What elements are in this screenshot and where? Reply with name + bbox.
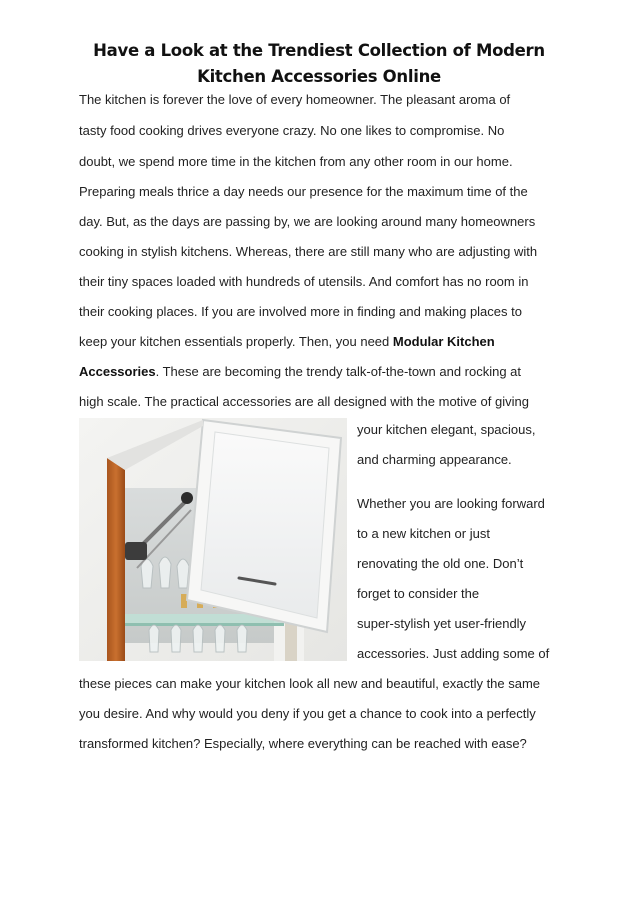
cabinet-illustration [79,418,347,661]
paragraph-line: The kitchen is forever the love of every homeowner. The pleasant aroma of [79,92,511,107]
bold-keyword: Modular Kitchen [392,334,495,349]
side-line: your kitchen elegant, spacious, [357,422,536,437]
paragraph-line: doubt, we spend more time in the kitchen from any other room in our home. [79,154,513,169]
paragraph-line: tasty food cooking drives everyone crazy. No one likes to compromise. No [79,123,505,138]
paragraph-line: Preparing meals thrice a day needs our presence for the maximum time of the [79,184,528,199]
title-line-1: Have a Look at the Trendiest Collection of Modern [93,41,545,60]
paragraph-line: transformed kitchen? Especially, where everything can be reached with ease? [79,736,527,751]
paragraph-line: their tiny spaces loaded with hundreds of utensils. And comfort has no room in [79,274,529,289]
paragraph-line: cooking in stylish kitchens. Whereas, there are still many who are adjusting with [79,244,538,259]
line-text: keep your kitchen essentials properly. Then, you need [79,334,393,349]
side-line: super-stylish yet user-friendly [357,616,527,631]
paragraph-line: day. But, as the days are passing by, we are looking around many homeowners [79,214,536,229]
side-line: forget to consider the [357,586,480,601]
side-line: Whether you are looking forward [357,496,545,511]
page-title [70,38,568,90]
side-line: renovating the old one. Don’t [357,556,524,571]
paragraph-line [79,364,521,380]
paragraph-line [79,334,495,350]
bold-keyword: Accessories [79,364,156,379]
kitchen-cabinet-image [79,418,347,661]
paragraph-line: high scale. The practical accessories are all designed with the motive of giving [79,394,529,409]
side-line: and charming appearance. [357,452,512,467]
title-line-2: Kitchen Accessories Online [197,67,441,86]
side-line: to a new kitchen or just [357,526,490,541]
side-line: accessories. Just adding some of [357,646,550,661]
line-text: . These are becoming the trendy talk-of-the-town and rocking at [155,364,522,379]
paragraph-line: these pieces can make your kitchen look all new and beautiful, exactly the same [79,676,541,691]
paragraph-line: their cooking places. If you are involved more in finding and making places to [79,304,522,319]
paragraph-line: you desire. And why would you deny if you get a chance to cook into a perfectly [79,706,536,721]
